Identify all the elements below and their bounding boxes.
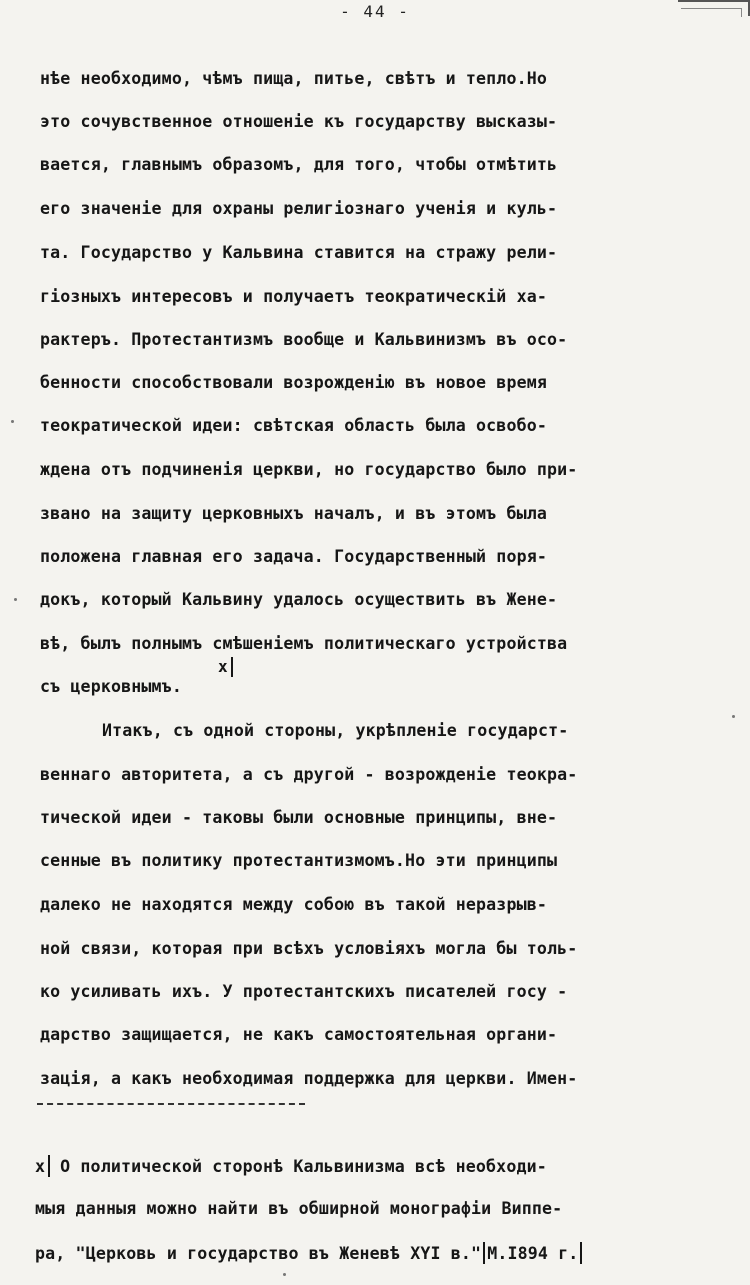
text-line: съ церковнымъ. [40, 677, 182, 696]
footnote-mark: x [35, 1157, 60, 1176]
text-line: вается, главнымъ образомъ, для того, чтобы отмѣтить [40, 155, 558, 174]
text-line: веннаго авторитета, а съ другой - возрожденіе теокра- [40, 765, 578, 784]
text-line: теократической идеи: свѣтская область была освобо- [40, 416, 548, 435]
footnote-citation: М.I894 г. [487, 1244, 579, 1263]
text-line: вѣ, былъ полнымъ смѣшеніемъ политическаго устройства [40, 634, 568, 653]
text-line: сенные въ политику протестантизмомъ.Но эти принципы [40, 851, 558, 870]
text-line: звано на защиту церковныхъ началъ, и въ этомъ была [40, 504, 548, 523]
text-line: ной связи, которая при всѣхъ условіяхъ могла бы толь- [40, 939, 578, 958]
text-line: бенности способствовали возрожденію въ новое время [40, 373, 548, 392]
scan-speck [14, 598, 17, 601]
text-line: рактеръ. Протестантизмъ вообще и Кальвинизмъ въ осо- [40, 330, 568, 349]
scan-speck [283, 1273, 286, 1276]
footnote-text: ра, "Церковь и государство въ Женевѣ XYI в." [35, 1244, 482, 1263]
scan-speck [11, 420, 14, 423]
page-number: - 44 - [340, 2, 410, 21]
text-line: нѣе необходимо, чѣмъ пища, питье, свѣтъ и тепло.Но [40, 69, 548, 88]
text-line: докъ, который Кальвину удалось осуществить въ Жене- [40, 590, 558, 609]
footnote-line: мыя данныя можно найти въ обширной монографіи Виппе- [35, 1199, 563, 1218]
text-line: зація, а какъ необходимая поддержка для церкви. Имен- [40, 1069, 578, 1088]
footnote-line [35, 1155, 547, 1177]
text-line: далеко не находятся между собою въ такой неразрыв- [40, 895, 548, 914]
text-line: тической идеи - таковы были основные принципы, вне- [40, 808, 558, 827]
footnote-reference: x [218, 657, 233, 677]
text-line: Итакъ, съ одной стороны, укрѣпленіе государст- [102, 721, 569, 740]
text-line: та. Государство у Кальвина ставится на стражу рели- [40, 243, 558, 262]
footnote-separator [37, 1103, 305, 1105]
text-line: ждена отъ подчиненія церкви, но государство было при- [40, 460, 578, 479]
scan-speck [732, 715, 735, 718]
footnote-text: О политической сторонѣ Кальвинизма всѣ необходи- [60, 1157, 547, 1176]
text-line: гіозныхъ интересовъ и получаетъ теократическій ха- [40, 287, 548, 306]
text-line: это сочувственное отношеніе къ государству высказы- [40, 112, 558, 131]
text-line: ко усиливать ихъ. У протестантскихъ писателей госу - [40, 982, 568, 1001]
footnote-line [35, 1242, 584, 1264]
text-line: его значеніе для охраны религіознаго ученія и куль- [40, 199, 558, 218]
text-line: дарство защищается, не какъ самостоятельная органи- [40, 1025, 558, 1044]
text-line: положена главная его задача. Государственный поря- [40, 547, 548, 566]
